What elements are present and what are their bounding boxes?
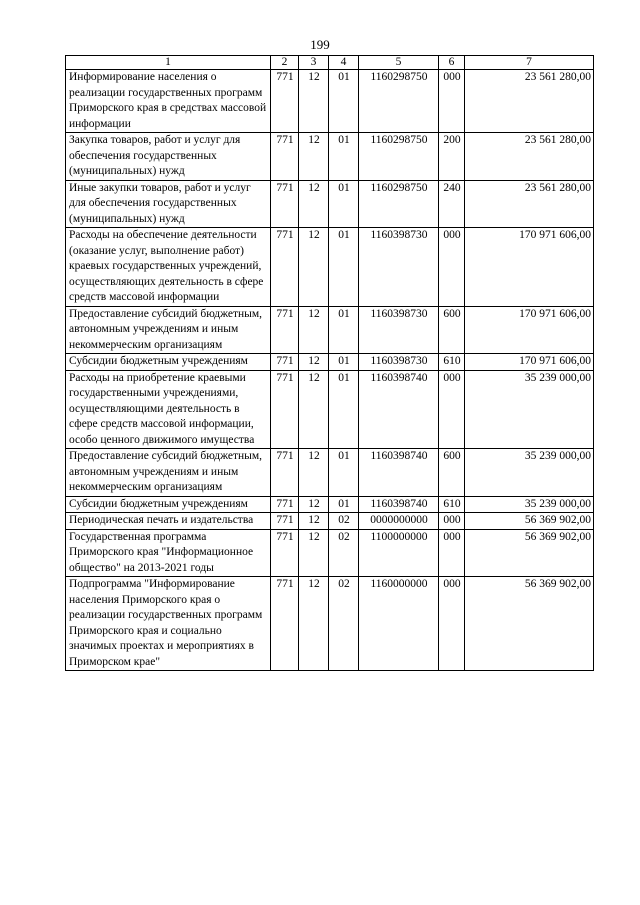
row-code-ministry: 771 (271, 70, 299, 133)
header-col-4: 4 (329, 56, 359, 70)
row-code-target: 1160000000 (359, 577, 439, 671)
row-code-subsection: 01 (329, 449, 359, 497)
row-sum: 23 561 280,00 (465, 70, 594, 133)
row-name: Расходы на обеспечение деятельности (оказание услуг, выполнение работ) краевых государственных учреждений, осуществляющих деятельность в сфере средств массовой информации (66, 228, 271, 307)
table-row (66, 496, 594, 513)
row-name: Предоставление субсидий бюджетным, автономным учреждениям и иным некоммерческим организациям (66, 449, 271, 497)
header-col-2: 2 (271, 56, 299, 70)
table-row (66, 354, 594, 371)
row-code-subsection: 01 (329, 180, 359, 228)
row-code-target: 1160398740 (359, 370, 439, 449)
header-col-5: 5 (359, 56, 439, 70)
row-code-target: 1160398730 (359, 228, 439, 307)
row-code-ministry: 771 (271, 449, 299, 497)
row-code-ministry: 771 (271, 228, 299, 307)
row-sum: 56 369 902,00 (465, 513, 594, 530)
row-code-subsection: 01 (329, 228, 359, 307)
row-code-expense-type: 600 (439, 306, 465, 354)
row-code-ministry: 771 (271, 354, 299, 371)
row-code-section: 12 (299, 70, 329, 133)
row-code-subsection: 01 (329, 370, 359, 449)
row-sum: 35 239 000,00 (465, 496, 594, 513)
row-code-ministry: 771 (271, 577, 299, 671)
header-col-6: 6 (439, 56, 465, 70)
table-row (66, 577, 594, 671)
row-sum: 23 561 280,00 (465, 180, 594, 228)
row-sum: 35 239 000,00 (465, 370, 594, 449)
row-code-subsection: 02 (329, 513, 359, 530)
table-row (66, 133, 594, 181)
header-col-3: 3 (299, 56, 329, 70)
row-sum: 170 971 606,00 (465, 228, 594, 307)
row-name: Закупка товаров, работ и услуг для обеспечения государственных (муниципальных) нужд (66, 133, 271, 181)
table-row (66, 513, 594, 530)
row-name: Информирование населения о реализации государственных программ Приморского края в средствах массовой информации (66, 70, 271, 133)
table-row (66, 370, 594, 449)
row-code-ministry: 771 (271, 306, 299, 354)
row-code-expense-type: 000 (439, 228, 465, 307)
row-name: Иные закупки товаров, работ и услуг для обеспечения государственных (муниципальных) нужд (66, 180, 271, 228)
row-code-section: 12 (299, 354, 329, 371)
row-code-section: 12 (299, 370, 329, 449)
row-code-expense-type: 610 (439, 496, 465, 513)
row-code-expense-type: 610 (439, 354, 465, 371)
row-sum: 56 369 902,00 (465, 577, 594, 671)
row-sum: 170 971 606,00 (465, 354, 594, 371)
row-code-subsection: 01 (329, 70, 359, 133)
row-code-ministry: 771 (271, 513, 299, 530)
row-sum: 170 971 606,00 (465, 306, 594, 354)
row-code-target: 1160298750 (359, 133, 439, 181)
budget-table (65, 55, 594, 671)
row-code-expense-type: 240 (439, 180, 465, 228)
row-code-expense-type: 600 (439, 449, 465, 497)
table-row (66, 180, 594, 228)
row-code-subsection: 02 (329, 577, 359, 671)
row-code-section: 12 (299, 529, 329, 577)
row-name: Предоставление субсидий бюджетным, автономным учреждениям и иным некоммерческим организациям (66, 306, 271, 354)
row-code-target: 1160398740 (359, 496, 439, 513)
row-code-section: 12 (299, 496, 329, 513)
row-code-expense-type: 000 (439, 70, 465, 133)
table-row (66, 70, 594, 133)
row-code-target: 1160298750 (359, 180, 439, 228)
table-row (66, 228, 594, 307)
row-code-ministry: 771 (271, 496, 299, 513)
row-name: Расходы на приобретение краевыми государственными учреждениями, осуществляющими деятельность в сфере средств массовой информации, особо ценного движимого имущества (66, 370, 271, 449)
row-code-subsection: 01 (329, 496, 359, 513)
row-name: Подпрограмма "Информирование населения Приморского края о реализации государственных программ Приморского края и социально значимых проектах и мероприятиях в Приморском крае" (66, 577, 271, 671)
row-code-ministry: 771 (271, 370, 299, 449)
row-code-section: 12 (299, 228, 329, 307)
row-code-ministry: 771 (271, 180, 299, 228)
row-code-section: 12 (299, 180, 329, 228)
header-col-1: 1 (66, 56, 271, 70)
row-code-target: 1160298750 (359, 70, 439, 133)
header-col-7: 7 (465, 56, 594, 70)
row-code-target: 1160398740 (359, 449, 439, 497)
row-code-subsection: 01 (329, 354, 359, 371)
row-code-expense-type: 000 (439, 370, 465, 449)
row-code-target: 0000000000 (359, 513, 439, 530)
row-name: Субсидии бюджетным учреждениям (66, 354, 271, 371)
row-sum: 23 561 280,00 (465, 133, 594, 181)
row-code-section: 12 (299, 449, 329, 497)
table-row (66, 306, 594, 354)
row-code-target: 1160398730 (359, 306, 439, 354)
row-name: Государственная программа Приморского края "Информационное общество" на 2013-2021 годы (66, 529, 271, 577)
row-code-target: 1100000000 (359, 529, 439, 577)
row-code-section: 12 (299, 306, 329, 354)
table-row (66, 449, 594, 497)
row-code-expense-type: 000 (439, 529, 465, 577)
row-sum: 35 239 000,00 (465, 449, 594, 497)
row-code-subsection: 01 (329, 306, 359, 354)
row-code-subsection: 01 (329, 133, 359, 181)
row-code-target: 1160398730 (359, 354, 439, 371)
row-code-subsection: 02 (329, 529, 359, 577)
row-code-ministry: 771 (271, 133, 299, 181)
row-sum: 56 369 902,00 (465, 529, 594, 577)
row-name: Периодическая печать и издательства (66, 513, 271, 530)
row-code-ministry: 771 (271, 529, 299, 577)
row-code-section: 12 (299, 133, 329, 181)
row-code-expense-type: 000 (439, 577, 465, 671)
row-code-expense-type: 200 (439, 133, 465, 181)
row-code-section: 12 (299, 513, 329, 530)
table-header-row (66, 56, 594, 70)
table-row (66, 529, 594, 577)
row-name: Субсидии бюджетным учреждениям (66, 496, 271, 513)
row-code-section: 12 (299, 577, 329, 671)
page-number: 199 (310, 37, 330, 52)
row-code-expense-type: 000 (439, 513, 465, 530)
